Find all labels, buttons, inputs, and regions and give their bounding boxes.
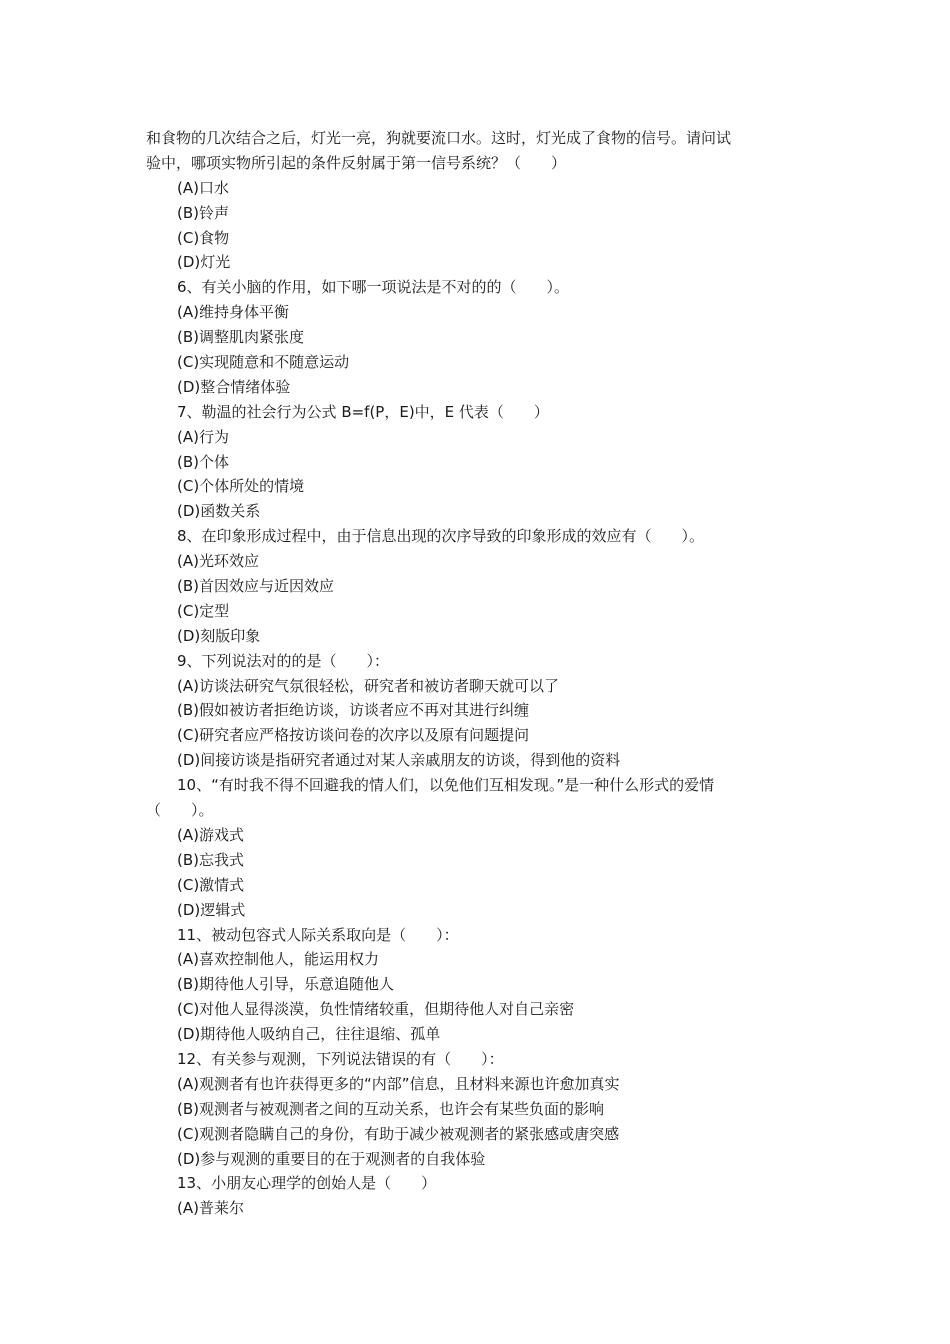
- question-7-option-c: (C)个体所处的情境: [177, 477, 305, 496]
- question-7-option-b: (B)个体: [177, 452, 229, 471]
- question-5-stem-line-1: 和食物的几次结合之后，灯光一亮，狗就要流口水。这时，灯光成了食物的信号。请问试: [146, 129, 732, 147]
- question-9-option-d: (D)间接访谈是指研究者通过对某人亲戚朋友的访谈，得到他的资料: [177, 751, 621, 770]
- question-12-stem: 12、有关参与观测，下列说法错误的有（ ）：: [177, 1049, 504, 1068]
- question-11-stem: 11、被动包容式人际关系取向是（ ）：: [177, 925, 459, 944]
- question-11-option-b: (B)期待他人引导，乐意追随他人: [177, 975, 394, 994]
- question-5-option-a: (A)口水: [177, 178, 229, 197]
- question-10-option-d: (D)逻辑式: [177, 900, 246, 919]
- question-9-option-b: (B)假如被访者拒绝访谈，访谈者应不再对其进行纠缠: [177, 701, 529, 720]
- question-5-option-b: (B)铃声: [177, 203, 229, 222]
- question-12-option-a: (A)观测者有也许获得更多的“内部”信息，且材料来源也许愈加真实: [177, 1074, 620, 1093]
- question-9-option-a: (A)访谈法研究气氛很轻松，研究者和被访者聊天就可以了: [177, 676, 559, 695]
- document-body: [146, 126, 808, 1221]
- question-7-stem: 7、勒温的社会行为公式 B=f(P，E)中，E 代表（ ）: [177, 402, 549, 421]
- question-5-stem-line-2: 验中，哪项实物所引起的条件反射属于第一信号系统？（ ）: [146, 153, 567, 172]
- question-5-option-c: (C)食物: [177, 228, 230, 247]
- question-10-option-c: (C)激情式: [177, 875, 245, 894]
- question-9-option-c: (C)研究者应严格按访谈问卷的次序以及原有问题提问: [177, 726, 530, 745]
- question-8-option-a: (A)光环效应: [177, 552, 259, 571]
- question-7-option-d: (D)函数关系: [177, 502, 261, 521]
- question-10-stem: 10、“有时我不得不回避我的情人们，以免他们互相发现。”是一种什么形式的爱情: [177, 776, 715, 795]
- question-10-stem-continuation: （ ）。: [146, 801, 214, 820]
- question-8-option-b: (B)首因效应与近因效应: [177, 577, 334, 596]
- question-11-option-d: (D)期待他人吸纳自己，往往退缩、孤单: [177, 1025, 441, 1044]
- question-6-option-c: (C)实现随意和不随意运动: [177, 353, 350, 372]
- question-7-option-a: (A)行为: [177, 427, 229, 446]
- question-10-option-b: (B)忘我式: [177, 850, 244, 869]
- question-6-option-a: (A)维持身体平衡: [177, 303, 289, 322]
- question-9-stem: 9、下列说法对的的是（ ）：: [177, 651, 390, 670]
- question-12-option-c: (C)观测者隐瞒自己的身份，有助于减少被观测者的紧张感或唐突感: [177, 1124, 620, 1143]
- question-11-option-c: (C)对他人显得淡漠，负性情绪较重，但期待他人对自己亲密: [177, 1000, 575, 1019]
- question-8-stem: 8、在印象形成过程中，由于信息出现的次序导致的印象形成的效应有（ ）。: [177, 527, 705, 546]
- question-10-option-a: (A)游戏式: [177, 825, 244, 844]
- question-12-option-d: (D)参与观测的重要目的在于观测者的自我体验: [177, 1149, 486, 1168]
- question-11-option-a: (A)喜欢控制他人，能运用权力: [177, 950, 379, 969]
- question-13-stem: 13、小朋友心理学的创始人是（ ）: [177, 1174, 437, 1193]
- question-13-option-a: (A)普莱尔: [177, 1199, 244, 1218]
- question-5-option-d: (D)灯光: [177, 253, 231, 272]
- question-12-option-b: (B)观测者与被观测者之间的互动关系，也许会有某些负面的影响: [177, 1099, 604, 1118]
- question-8-option-d: (D)刻版印象: [177, 626, 261, 645]
- question-6-stem: 6、有关小脑的作用，如下哪一项说法是不对的的（ ）。: [177, 278, 570, 297]
- question-6-option-b: (B)调整肌肉紧张度: [177, 328, 304, 347]
- question-6-option-d: (D)整合情绪体验: [177, 377, 291, 396]
- question-8-option-c: (C)定型: [177, 601, 230, 620]
